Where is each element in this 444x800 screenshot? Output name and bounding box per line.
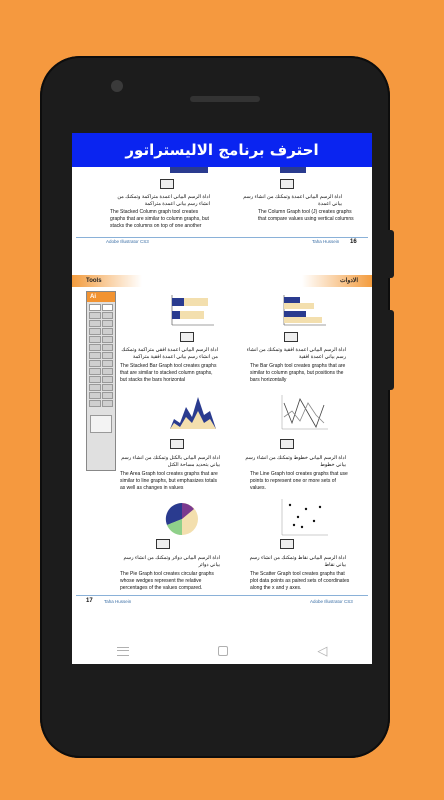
home-icon[interactable] <box>218 646 228 656</box>
tool-icon <box>102 360 114 367</box>
tool-icon <box>102 312 114 319</box>
line-arabic: اداة الرسم البياني خطوط وتمكنك من انشاء رسم بياني خطوط <box>245 455 346 468</box>
tool-icon <box>89 360 101 367</box>
bar-graph-icon <box>284 332 298 342</box>
tool-icon <box>102 328 114 335</box>
tool-icon <box>89 400 101 407</box>
tools-tab: Tools <box>72 275 142 287</box>
tool-icon <box>102 392 114 399</box>
color-swatch-area <box>90 415 112 433</box>
adv-tab: الادوات <box>302 275 372 287</box>
pie-english: The Pie Graph tool creates circular graphs whose wedges represent the relative percentages of the values compared. <box>120 571 214 591</box>
area-graph-image <box>168 393 218 433</box>
top-right-arabic: اداة الرسم البياني اعمدة وتمكنك من انشاء رسم بياني اعمدة <box>243 194 342 207</box>
bar-arabic: اداة الرسم البياني اعمدة افقية وتمكنك من انشاء رسم بياني اعمدة افقية <box>246 347 346 360</box>
android-nav-bar <box>72 638 372 664</box>
top-footer-right: Taha Hussein <box>312 239 340 244</box>
speaker-grille <box>190 96 260 102</box>
tool-icon <box>102 368 114 375</box>
top-footer-line <box>76 237 368 238</box>
app-screen[interactable] <box>72 133 372 664</box>
line-graph-image <box>278 393 330 433</box>
tool-icon <box>102 304 114 311</box>
tool-icon <box>89 312 101 319</box>
bar-graph-image <box>280 293 330 329</box>
stacked-bar-graph-icon <box>180 332 194 342</box>
main-footer-line <box>76 595 368 596</box>
tool-icon <box>102 344 114 351</box>
scatter-arabic: اداة الرسم البياني نقاط وتمكنك من انشاء رسم بياني نقاط <box>249 555 346 568</box>
top-page-number: 16 <box>350 239 357 245</box>
area-arabic: اداة الرسم البياني بالكتل وتمكنك من انشاء رسم بياني بتحديد مساحة الكتل <box>121 455 220 468</box>
top-left-english: The Stacked Column graph tool creates graphs that are similar to column graphs, but stacks the columns on top of one another <box>110 209 209 229</box>
tool-icon <box>89 320 101 327</box>
top-page[interactable] <box>72 167 372 253</box>
stacked-column-graph-icon <box>160 179 174 189</box>
column-graph-icon <box>280 179 294 189</box>
stacked-bar-arabic: اداة الرسم البياني اعمدة افقي متراكمة وتمكنك من انشاء رسم بياني اعمدة افقية متراكمة <box>121 347 218 360</box>
tool-icon <box>89 336 101 343</box>
top-right-english: The Column Graph tool (J) creates graphs that compare values using vertical columns <box>258 209 354 222</box>
tool-icon <box>89 352 101 359</box>
main-page[interactable] <box>72 273 372 613</box>
main-footer-right: Adobe Illustrator CS3 <box>310 599 353 604</box>
stacked-bar-graph-image <box>168 293 218 329</box>
area-english: The Area Graph tool creates graphs that are similar to line graphs, but emphasizes totals as well as changes in values <box>120 471 218 491</box>
front-camera <box>111 80 123 92</box>
menu-icon[interactable] <box>117 647 129 656</box>
tool-icon <box>102 376 114 383</box>
pie-graph-icon <box>156 539 170 549</box>
main-page-number: 17 <box>86 598 93 604</box>
stacked-bar-english: The Stacked Bar Graph tool creates graphs that are similar to stacked column graphs, but stacks the bars horizontal <box>120 363 217 383</box>
tool-icon <box>102 384 114 391</box>
main-footer-left: Taha Hussein <box>104 599 132 604</box>
tool-icon <box>89 328 101 335</box>
tool-icon <box>102 352 114 359</box>
app-title-bar <box>72 133 372 167</box>
toolbox-logo: Ai <box>87 292 115 302</box>
tool-icon <box>89 344 101 351</box>
power-button <box>388 230 394 278</box>
top-footer-left: Adobe Illustrator CS3 <box>106 239 149 244</box>
pie-arabic: اداة الرسم البياني دوائر وتمكنك من انشاء رسم بياني دوائر <box>123 555 220 568</box>
tool-icon <box>89 392 101 399</box>
bar-english: The Bar Graph tool creates graphs that are similar to column graphs, but positions the bars horizontally <box>250 363 346 383</box>
tool-icon <box>102 336 114 343</box>
top-chart-fragment-right <box>280 167 306 173</box>
scatter-graph-image <box>278 497 330 539</box>
tool-grid <box>87 302 115 409</box>
illustrator-toolbox <box>86 291 116 471</box>
tool-icon <box>102 400 114 407</box>
scatter-graph-icon <box>280 539 294 549</box>
tool-icon <box>89 304 101 311</box>
line-english: The Line Graph tool creates graphs that use points to represent one or more sets of values. <box>250 471 348 491</box>
top-left-arabic: اداة الرسم البياني اعمدة متراكمة وتمكنك من انشاء رسم بياني اعمدة متراكمة <box>117 194 210 207</box>
volume-button <box>388 310 394 390</box>
scatter-english: The Scatter Graph tool creates graphs that plot data points as paired sets of coordinates along the x and y axes. <box>250 571 350 591</box>
area-graph-icon <box>170 439 184 449</box>
tool-icon <box>89 376 101 383</box>
tool-icon <box>89 368 101 375</box>
app-title: احترف برنامج الاليستراتور <box>125 141 319 159</box>
tool-icon <box>89 384 101 391</box>
line-graph-icon <box>280 439 294 449</box>
tool-icon <box>102 320 114 327</box>
pie-graph-image <box>160 499 204 539</box>
top-chart-fragment-left <box>170 167 208 173</box>
back-icon[interactable]: ◁ <box>317 643 328 659</box>
